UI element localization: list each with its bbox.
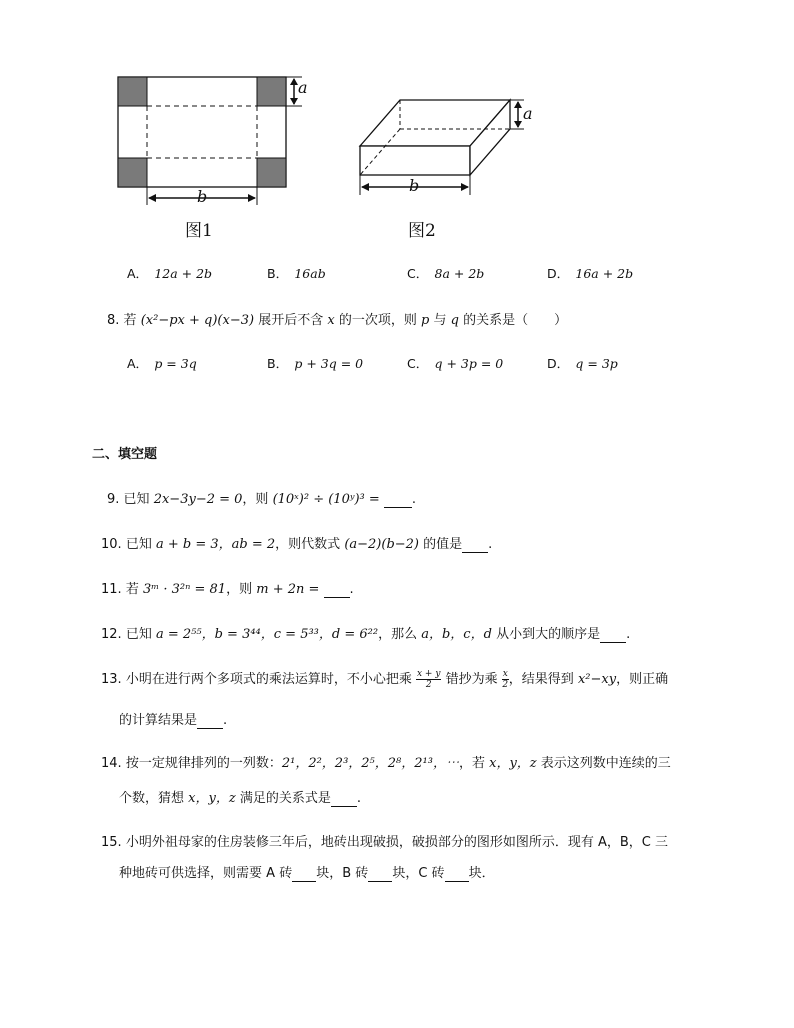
option[interactable]: C． 8a + 2b [407,266,485,281]
fig1-label-b: b [197,187,208,206]
option[interactable]: C． q + 3p = 0 [407,356,504,371]
fig2-caption: 图2 [408,221,436,241]
option[interactable]: D． 16a + 2b [547,266,634,281]
question-12: 12. 已知 a = 2⁵⁵，b = 3⁴⁴，c = 5³³，d = 6²²，那么 a，b，c，d 从小到大的顺序是 . [101,627,631,642]
answer-blank[interactable] [600,627,626,643]
corner-square [118,158,147,187]
answer-blank[interactable] [292,866,316,882]
fraction-x-over-2: $\frac{x}{2}$ [502,669,509,690]
fig2-label-a: a [523,104,533,123]
question-15: 15. 小明外祖母家的住房装修三年后，地砖出现破损，破损部分的图形如图所示．现有 A，B，C 三 [101,835,669,850]
answer-blank[interactable] [462,537,488,553]
question-13-line2: 的计算结果是 . [119,713,228,728]
option[interactable]: B． p + 3q = 0 [267,356,364,371]
figure-1 [110,70,320,210]
option[interactable]: A． p = 3q [127,356,197,371]
option[interactable]: D． q = 3p [547,356,618,371]
answer-blank[interactable] [331,791,357,807]
question-13: 13. 小明在进行两个多项式的乘法运算时，不小心把乘 $\frac{x + y}{2}$ 错抄为乘 $\frac{x}{2}$ ，结果得到 x²−xy，则正确 [101,669,669,690]
option[interactable]: B． 16ab [267,266,326,281]
fig1-caption: 图1 [185,221,213,241]
answer-blank[interactable] [384,492,412,508]
question-14: 14. 按一定规律排列的一列数：2¹，2²，2³，2⁵，2⁸，2¹³，⋯，若 x，y，z 表示这列数中连续的三 [101,756,671,771]
option[interactable]: A． 12a + 2b [127,266,213,281]
fraction-x-plus-y-over-2: $\frac{x + y}{2}$ [416,669,441,690]
question-14-line2: 个数，猜想 x，y，z 满足的关系式是 . [119,791,361,806]
question-8: 8. 若 (x²−px + q)(x−3) 展开后不含 x 的一次项，则 p 与 q 的关系是（ ） [107,313,568,328]
section-title: 二、填空题 [92,447,158,462]
figure-2 [352,95,532,205]
answer-blank[interactable] [445,866,469,882]
corner-square [257,158,286,187]
corner-square [257,77,286,106]
answer-blank[interactable] [324,582,350,598]
fig1-label-a: a [298,78,308,97]
question-9: 9. 已知 2x−3y−2 = 0，则 (10ˣ)² ÷ (10ʸ)³ = . [107,492,417,507]
fig2-label-b: b [409,176,420,195]
question-15-line2: 种地砖可供选择，则需要 A 砖 块，B 砖 块，C 砖 块． [119,866,495,881]
answer-blank[interactable] [368,866,392,882]
question-11: 11. 若 3ᵐ · 3²ⁿ = 81，则 m + 2n = . [101,582,354,597]
question-10: 10. 已知 a + b = 3，ab = 2，则代数式 (a−2)(b−2) 的值是 . [101,537,493,552]
corner-square [118,77,147,106]
answer-blank[interactable] [197,713,223,729]
